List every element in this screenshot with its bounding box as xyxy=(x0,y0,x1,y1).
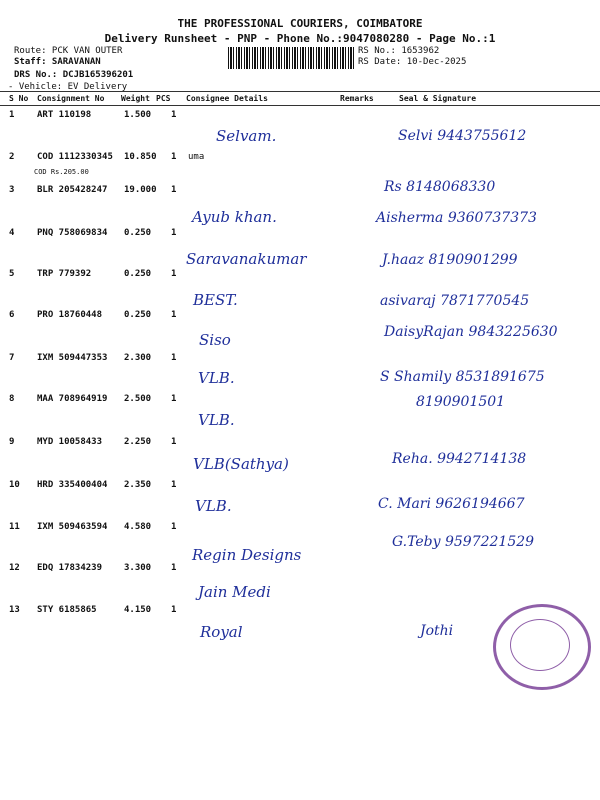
row-handwritten-name: Jain Medi xyxy=(198,583,271,601)
col-consignee: Consignee Details xyxy=(186,94,268,103)
row-sno: 1 xyxy=(9,110,15,120)
row-pcs: 1 xyxy=(171,152,177,162)
row-consignment-no: IXM 509447353 xyxy=(37,353,108,363)
row-consignment-no: COD 1112330345 xyxy=(37,152,113,162)
row-pcs: 1 xyxy=(171,310,177,320)
row-sno: 3 xyxy=(9,185,15,195)
row-consignment-no: STY 6185865 xyxy=(37,605,97,615)
row-sno: 9 xyxy=(9,437,15,447)
row-handwritten-name: VLB. xyxy=(198,369,235,387)
row-handwritten-signature: Rs 8148068330 xyxy=(384,179,496,195)
row-pcs: 1 xyxy=(171,269,177,279)
col-weight: Weight xyxy=(121,94,150,103)
row-consignment-no: MYD 10058433 xyxy=(37,437,103,447)
row-sno: 12 xyxy=(9,563,20,573)
rs-number: RS No.: 1653962 xyxy=(358,46,440,56)
row-pcs: 1 xyxy=(171,605,177,615)
row-sno: 6 xyxy=(9,310,15,320)
row-handwritten-name: BEST. xyxy=(193,291,238,309)
seal-stamp xyxy=(493,604,591,690)
row-handwritten-name: Saravanakumar xyxy=(186,250,307,268)
row-consignment-no: MAA 708964919 xyxy=(37,394,108,404)
row-consignment-no: HRD 335400404 xyxy=(37,480,108,490)
row-handwritten-name: Siso xyxy=(199,331,231,349)
header-top-rule xyxy=(0,91,600,92)
row-pcs: 1 xyxy=(171,110,177,120)
row-weight: 1.500 xyxy=(124,110,152,120)
row-sno: 5 xyxy=(9,269,15,279)
row-sno: 10 xyxy=(9,480,20,490)
row-handwritten-name: Ayub khan. xyxy=(192,208,277,226)
row-handwritten-signature: asivaraj 7871770545 xyxy=(380,293,530,309)
staff-label: Staff: SARAVANAN xyxy=(14,57,101,67)
row-weight: 2.250 xyxy=(124,437,152,447)
row-weight: 0.250 xyxy=(124,310,152,320)
row-weight: 0.250 xyxy=(124,269,152,279)
row-weight: 4.580 xyxy=(124,522,152,532)
row-handwritten-signature: J.haaz 8190901299 xyxy=(382,252,518,268)
row-pcs: 1 xyxy=(171,563,177,573)
col-seal: Seal & Signature xyxy=(399,94,477,103)
row-pcs: 1 xyxy=(171,480,177,490)
col-consignment: Consignment No xyxy=(37,94,105,103)
row-consignment-no: EDQ 17834239 xyxy=(37,563,103,573)
row-consignment-no: IXM 509463594 xyxy=(37,522,108,532)
vehicle-label: - Vehicle: EV Delivery xyxy=(8,82,128,92)
row-handwritten-signature: S Shamily 8531891675 xyxy=(380,369,545,385)
row-pcs: 1 xyxy=(171,353,177,363)
row-weight: 4.150 xyxy=(124,605,152,615)
row-pcs: 1 xyxy=(171,522,177,532)
row-handwritten-name: VLB. xyxy=(195,497,232,515)
col-pcs: PCS xyxy=(156,94,171,103)
row-consignment-no: PRO 18760448 xyxy=(37,310,103,320)
row-handwritten-signature: C. Mari 9626194667 xyxy=(378,496,525,512)
row-sno: 13 xyxy=(9,605,20,615)
row-sno: 4 xyxy=(9,228,15,238)
row-sno: 11 xyxy=(9,522,20,532)
route-label: Route: PCK VAN OUTER xyxy=(14,46,123,56)
row-consignment-no: PNQ 758069834 xyxy=(37,228,108,238)
runsheet-subtitle: Delivery Runsheet - PNP - Phone No.:9047080280 - Page No.:1 xyxy=(104,32,496,45)
row-handwritten-signature: Aisherma 9360737373 xyxy=(376,210,537,226)
row-weight: 10.850 xyxy=(124,152,157,162)
row-handwritten-name: Selvam. xyxy=(216,127,277,145)
header-bottom-rule xyxy=(0,105,600,106)
row-pcs: 1 xyxy=(171,394,177,404)
row-pcs: 1 xyxy=(171,228,177,238)
row-consignment-no: TRP 779392 xyxy=(37,269,92,279)
row-weight: 2.350 xyxy=(124,480,152,490)
row-weight: 19.000 xyxy=(124,185,157,195)
row-handwritten-signature: Selvi 9443755612 xyxy=(398,128,527,144)
row-sno: 2 xyxy=(9,152,15,162)
row-consignee: uma xyxy=(188,152,205,162)
row-handwritten-name: VLB(Sathya) xyxy=(193,455,289,473)
row-weight: 2.300 xyxy=(124,353,152,363)
row-weight: 3.300 xyxy=(124,563,152,573)
row-consignment-no: ART 110198 xyxy=(37,110,92,120)
col-sno: S No xyxy=(9,94,29,103)
barcode xyxy=(228,47,354,69)
row-handwritten-signature: DaisyRajan 9843225630 xyxy=(384,324,558,340)
row-sno: 7 xyxy=(9,353,15,363)
row-handwritten-signature: G.Teby 9597221529 xyxy=(392,534,535,550)
rs-date: RS Date: 10-Dec-2025 xyxy=(358,57,467,67)
row-sno: 8 xyxy=(9,394,15,404)
row-handwritten-name: Regin Designs xyxy=(192,546,302,564)
row-weight: 2.500 xyxy=(124,394,152,404)
row-pcs: 1 xyxy=(171,437,177,447)
col-remarks: Remarks xyxy=(340,94,374,103)
row-note: COD Rs.205.00 xyxy=(34,168,89,176)
row-handwritten-signature: Jothi xyxy=(420,623,454,639)
drs-number: DRS No.: DCJB165396201 xyxy=(14,70,134,80)
row-handwritten-signature: Reha. 9942714138 xyxy=(392,451,527,467)
vehicle-text: Vehicle: EV Delivery xyxy=(18,82,128,92)
row-consignment-no: BLR 205428247 xyxy=(37,185,108,195)
row-handwritten-name: VLB. xyxy=(198,411,235,429)
company-title: THE PROFESSIONAL COURIERS, COIMBATORE xyxy=(177,17,423,30)
row-weight: 0.250 xyxy=(124,228,152,238)
row-pcs: 1 xyxy=(171,185,177,195)
row-handwritten-signature: 8190901501 xyxy=(416,394,506,410)
row-handwritten-name: Royal xyxy=(200,623,243,641)
